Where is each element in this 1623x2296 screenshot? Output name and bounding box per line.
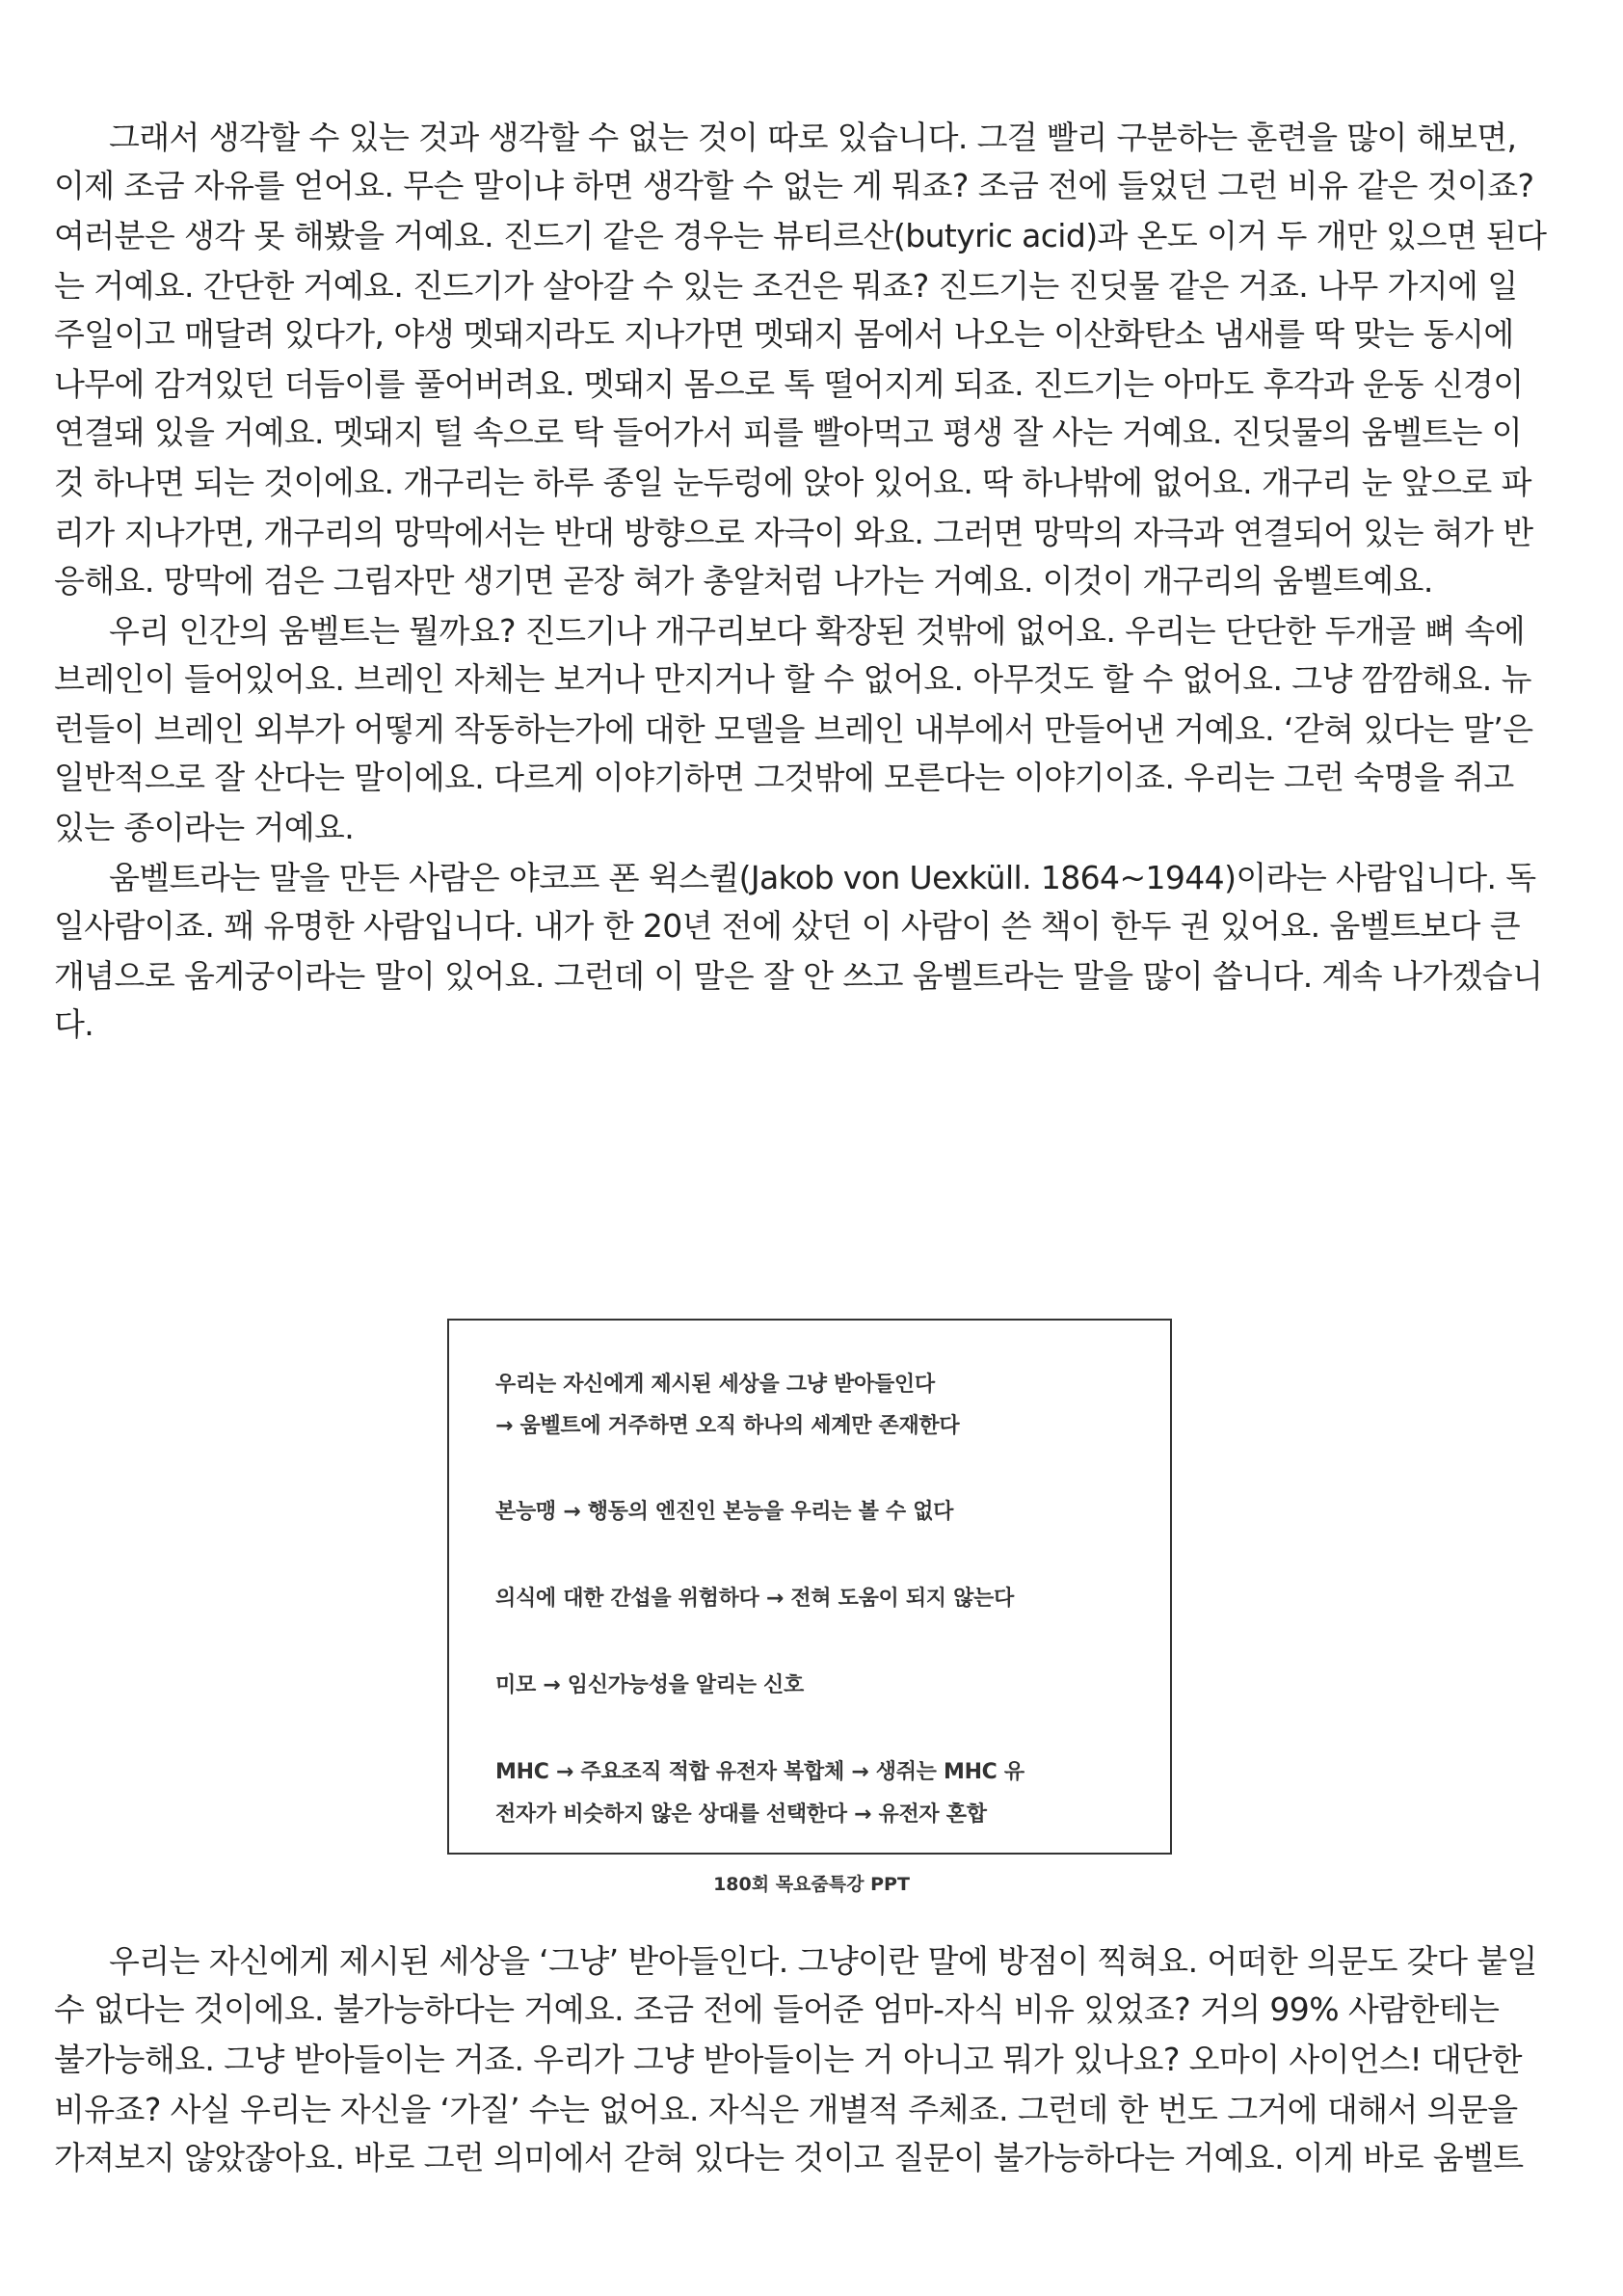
text-line: 움벨트라는 말을 만든 사람은 야코프 폰 윅스퀼(Jakob von Uexküll. 1864~1944)이라는 사람입니다. 독 [109,859,1536,896]
text-line: 개념으로 움게궁이라는 말이 있어요. 그런데 이 말은 잘 안 쓰고 움벨트라는 말을 많이 씁니다. 계속 나가겠습니 [54,957,1543,995]
text-line: 일반적으로 잘 산다는 말이에요. 다르게 이야기하면 그것밖에 모른다는 이야기이죠. 우리는 그런 숙명을 쥐고 [54,759,1514,796]
figure-caption: 180회 목요줌특강 PPT [713,1874,910,1895]
text-line: 그래서 생각할 수 있는 것과 생각할 수 없는 것이 따로 있습니다. 그걸 빨리 구분하는 훈련을 많이 해보면, [109,119,1517,156]
text-line: 우리는 자신에게 제시된 세상을 ‘그냥’ 받아들인다. 그냥이란 말에 방점이 찍혀요. 어떠한 의문도 갖다 붙일 [109,1942,1537,1980]
text-line: 나무에 감겨있던 더듬이를 풀어버려요. 멧돼지 몸으로 톡 떨어지게 되죠. 진드기는 아마도 후각과 운동 신경이 [54,365,1524,403]
text-line: 일사람이죠. 꽤 유명한 사람입니다. 내가 한 20년 전에 샀던 이 사람이 쓴 책이 한두 권 있어요. 움벨트보다 큰 [54,907,1520,945]
text-line: 있는 종이라는 거예요. [54,809,355,846]
slide-line: 의식에 대한 간섭을 위험하다 → 전혀 도움이 되지 않는다 [495,1587,1014,1611]
text-line: 연결돼 있을 거예요. 멧돼지 털 속으로 탁 들어가서 피를 빨아먹고 평생 잘 사는 거예요. 진딧물의 움벨트는 이 [54,414,1522,451]
text-line: 가져보지 않았잖아요. 바로 그런 의미에서 갇혀 있다는 것이고 질문이 불가능하다는 거예요. 이게 바로 움벨트 [54,2139,1524,2176]
text-line: 여러분은 생각 못 해봤을 거예요. 진드기 같은 경우는 뷰티르산(butyric acid)과 온도 이거 두 개만 있으면 된다 [54,217,1547,254]
text-line: 주일이고 매달려 있다가, 야생 멧돼지라도 지나가면 멧돼지 몸에서 나오는 이산화탄소 냄새를 딱 맞는 동시에 [54,315,1514,353]
text-line: 비유죠? 사실 우리는 자신을 ‘가질’ 수는 없어요. 자식은 개별적 주체죠. 그런데 한 번도 그거에 대해서 의문을 [54,2091,1518,2128]
text-line: 리가 지나가면, 개구리의 망막에서는 반대 방향으로 자극이 와요. 그러면 망막의 자극과 연결되어 있는 혀가 반 [54,514,1533,551]
slide-line: 미모 → 임신가능성을 알리는 신호 [495,1673,804,1697]
slide-line: MHC → 주요조직 적합 유전자 복합체 → 생쥐는 MHC 유 [495,1760,1024,1784]
text-line: 불가능해요. 그냥 받아들이는 거죠. 우리가 그냥 받아들이는 거 아니고 뭐가 있나요? 오마이 사이언스! 대단한 [54,2041,1522,2078]
text-line: 우리 인간의 움벨트는 뭘까요? 진드기나 개구리보다 확장된 것밖에 없어요. 우리는 단단한 두개골 뼈 속에 [109,612,1526,650]
text-line: 는 거예요. 간단한 거예요. 진드기가 살아갈 수 있는 조건은 뭐죠? 진드기는 진딧물 같은 거죠. 나무 가지에 일 [54,267,1518,305]
text-line: 브레인이 들어있어요. 브레인 자체는 보거나 만지거나 할 수 없어요. 아무것도 할 수 없어요. 그냥 깜깜해요. 뉴 [54,660,1531,698]
ppt-slide-figure [447,1319,1172,1855]
text-line: 다. [54,1005,94,1043]
slide-line: 전자가 비슷하지 않은 상대를 선택한다 → 유전자 혼합 [495,1802,987,1827]
text-line: 런들이 브레인 외부가 어떻게 작동하는가에 대한 모델을 브레인 내부에서 만들어낸 거예요. ‘갇혀 있다는 말’은 [54,710,1533,748]
text-line: 것 하나면 되는 것이에요. 개구리는 하루 종일 눈두렁에 앉아 있어요. 딱 하나밖에 없어요. 개구리 눈 앞으로 파 [54,464,1531,501]
text-line: 이제 조금 자유를 얻어요. 무슨 말이냐 하면 생각할 수 없는 게 뭐죠? 조금 전에 들었던 그런 비유 같은 것이죠? [54,167,1534,204]
slide-line: 우리는 자신에게 제시된 세상을 그냥 받아들인다 [495,1373,935,1397]
slide-line: 본능맹 → 행동의 엔진인 본능을 우리는 볼 수 없다 [495,1500,954,1524]
text-line: 수 없다는 것이에요. 불가능하다는 거예요. 조금 전에 들어준 엄마-자식 비유 있었죠? 거의 99% 사람한테는 [54,1990,1500,2028]
text-line: 응해요. 망막에 검은 그림자만 생기면 곧장 혀가 총알처럼 나가는 거예요. 이것이 개구리의 움벨트예요. [54,562,1433,600]
slide-line: → 움벨트에 거주하면 오직 하나의 세계만 존재한다 [495,1414,960,1438]
